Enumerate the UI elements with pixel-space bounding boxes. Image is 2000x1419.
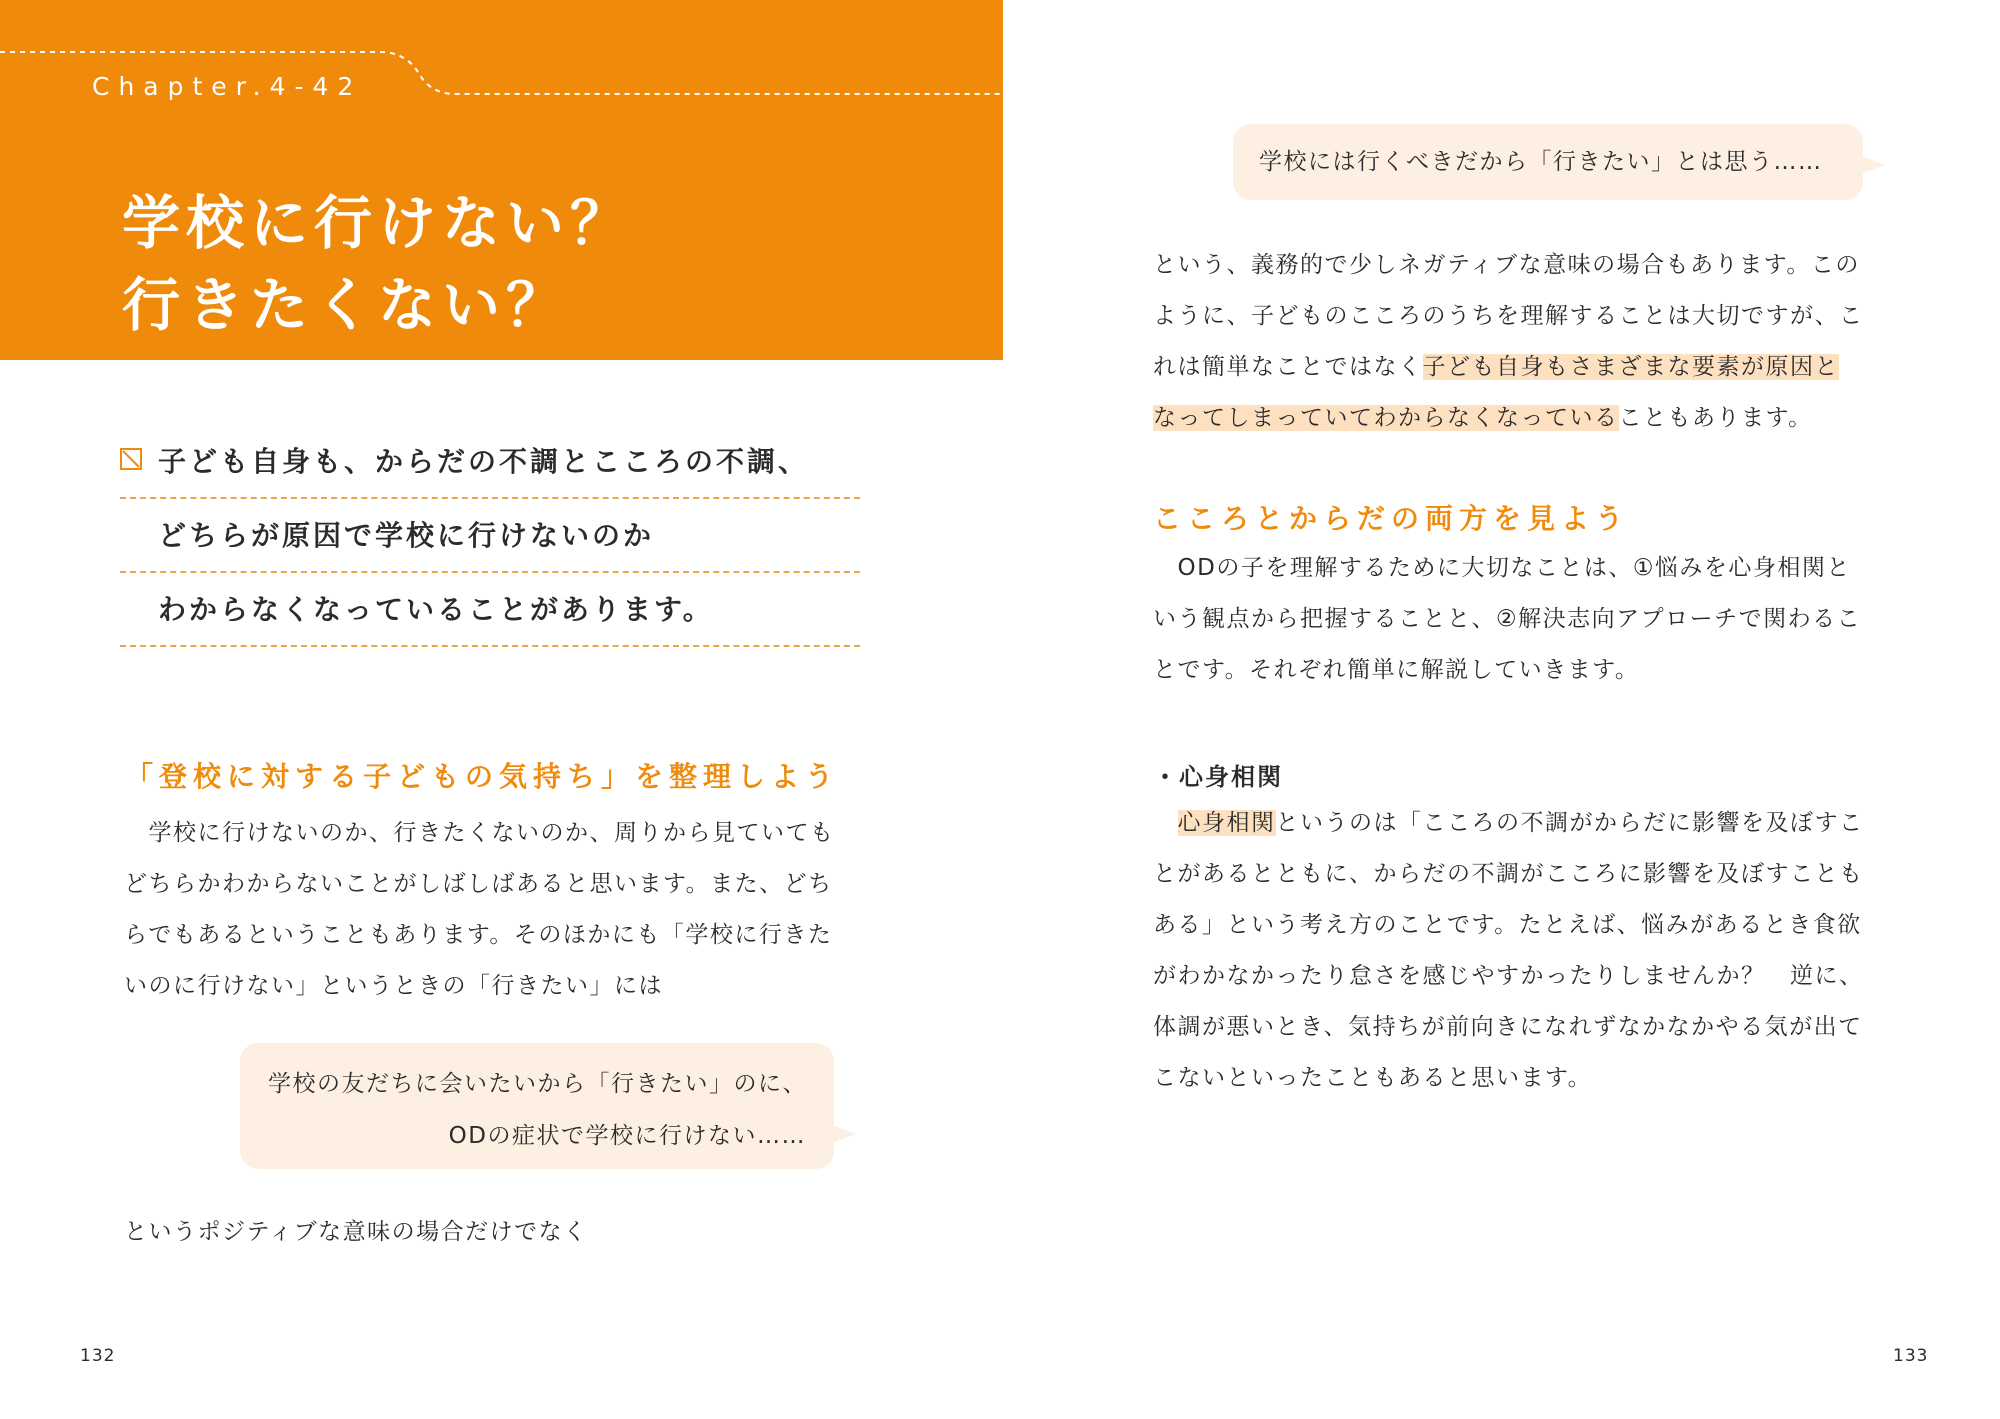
text-segment: れは簡単なことではなく bbox=[1153, 354, 1423, 380]
paragraph-line: がわかなかったり怠さを感じやすかったりしませんか？ 逆に、 bbox=[1153, 963, 1864, 989]
summary-text: どちらが原因で学校に行けないのか bbox=[158, 519, 655, 552]
highlighted-text: 心身相関 bbox=[1177, 810, 1276, 836]
chapter-header-band bbox=[0, 0, 1003, 360]
text-segment: というのは「こころの不調がからだに影響を及ぼすこ bbox=[1275, 810, 1864, 836]
paragraph-line: という、義務的で少しネガティブな意味の場合もあります。この bbox=[1153, 252, 1860, 278]
body-paragraph bbox=[1153, 240, 1864, 444]
speech-bubble bbox=[240, 1043, 834, 1169]
paragraph-line: 体調が悪いとき、気持ちが前向きになれずなかなかやる気が出て bbox=[1153, 1014, 1863, 1040]
summary-line bbox=[120, 425, 860, 499]
bubble-line: 学校には行くべきだから「行きたい」とは思う…… bbox=[1259, 149, 1823, 175]
paragraph-line: らでもあるということもあります。そのほかにも「学校に行きた bbox=[124, 922, 833, 948]
bubble-line: 学校の友だちに会いたいから「行きたい」のに、 bbox=[268, 1071, 807, 1097]
paragraph-line: 学校に行けないのか、行きたくないのか、周りから見ていても bbox=[124, 820, 835, 846]
body-paragraph bbox=[1153, 798, 1864, 1104]
page-number: 133 bbox=[1893, 1346, 1929, 1366]
paragraph-line: というポジティブな意味の場合だけでなく bbox=[124, 1219, 588, 1245]
text-segment: こともあります。 bbox=[1618, 405, 1813, 431]
body-paragraph bbox=[124, 1207, 588, 1258]
paragraph-line bbox=[1153, 798, 1864, 849]
highlighted-text: なってしまっていてわからなくなっている bbox=[1153, 405, 1619, 431]
summary-line bbox=[120, 573, 860, 647]
bubble-line: ODの症状で学校に行けない…… bbox=[448, 1123, 806, 1149]
page-title bbox=[122, 182, 634, 346]
highlighted-text: 子ども自身もさまざまな要素が原因と bbox=[1422, 354, 1839, 380]
paragraph-line: とです。それぞれ簡単に解説していきます。 bbox=[1153, 657, 1640, 683]
paragraph-line: いう観点から把握することと、②解決志向アプローチで関わるこ bbox=[1153, 606, 1862, 632]
paragraph-line: ある」という考え方のことです。たとえば、悩みがあるとき食欲 bbox=[1153, 912, 1862, 938]
bullet-heading: ・心身相関 bbox=[1153, 763, 1283, 791]
paragraph-line bbox=[1153, 342, 1864, 393]
section-heading: こころとからだの両方を見よう bbox=[1153, 502, 1630, 535]
paragraph-line: とがあるとともに、からだの不調がこころに影響を及ぼすことも bbox=[1153, 861, 1864, 887]
right-page bbox=[1000, 0, 2000, 1419]
body-paragraph bbox=[124, 808, 835, 1012]
summary-text: 子ども自身も、からだの不調とこころの不調、 bbox=[158, 445, 810, 478]
paragraph-line: いのに行けない」というときの「行きたい」には bbox=[124, 973, 663, 999]
paragraph-line: こないといったこともあると思います。 bbox=[1153, 1065, 1593, 1091]
paragraph-line bbox=[1153, 393, 1864, 444]
page-number: 132 bbox=[80, 1346, 116, 1366]
body-paragraph bbox=[1153, 543, 1861, 696]
title-line-1: 学校に行けない？ bbox=[122, 189, 635, 257]
paragraph-line: どちらかわからないことがしばしばあると思います。また、どち bbox=[124, 871, 833, 897]
title-line-2: 行きたくない？ bbox=[122, 271, 571, 339]
paragraph-line: ODの子を理解するために大切なことは、①悩みを心身相関と bbox=[1153, 555, 1851, 581]
chapter-label: Chapter.4-42 bbox=[92, 72, 363, 101]
section-heading: 「登校に対する子どもの気持ち」を整理しよう bbox=[125, 760, 840, 793]
summary-box bbox=[120, 425, 860, 647]
checkbox-icon bbox=[120, 448, 142, 470]
summary-line bbox=[120, 499, 860, 573]
paragraph-line: ように、子どものこころのうちを理解することは大切ですが、こ bbox=[1153, 303, 1864, 329]
speech-bubble bbox=[1233, 124, 1863, 200]
summary-text: わからなくなっていることがあります。 bbox=[158, 593, 714, 626]
